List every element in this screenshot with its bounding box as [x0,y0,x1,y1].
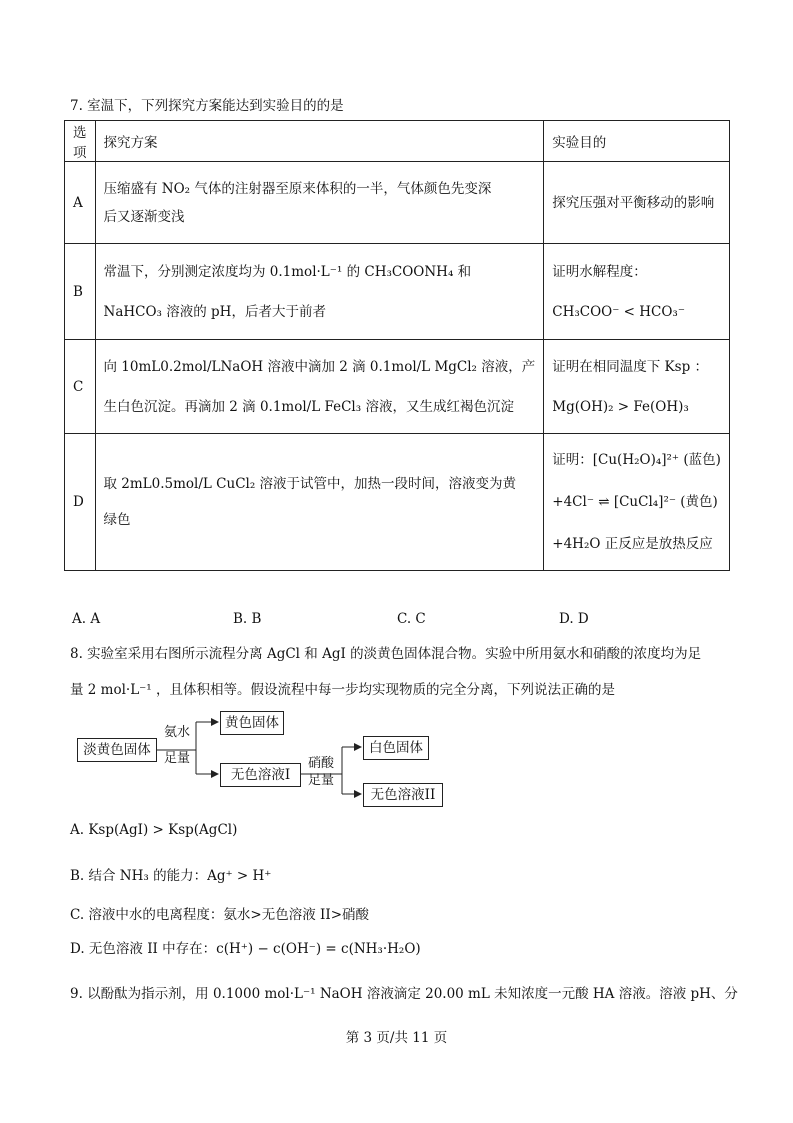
row-purpose [544,340,730,434]
header-scheme: 探究方案 [95,121,544,162]
row-purpose [544,244,730,340]
scheme-line: 生白色沉淀。再滴加 2 滴 0.1mol/L FeCl₃ 溶液，又生成红褐色沉淀 [103,398,514,415]
q7-table [64,120,730,571]
purpose-line: +4H₂O 正反应是放热反应 [552,536,713,552]
flow-solution1-box: 无色溶液I [220,763,301,787]
q7-option-c[interactable]: C. C [397,611,426,627]
row-scheme [95,434,544,571]
q8-choice-d[interactable]: D. 无色溶液 II 中存在：c(H⁺) − c(OH⁻) = c(NH₃·H₂O) [70,941,421,957]
row-scheme [95,340,544,434]
scheme-line: 取 2mL0.5mol/L CuCl₂ 溶液于试管中，加热一段时间，溶液变为黄 [103,476,517,492]
q7-option-a[interactable]: A. A [72,611,101,627]
purpose-line: 证明在相同温度下 Ksp ： [552,358,709,375]
row-option: A [65,162,96,244]
q7-option-d[interactable]: D. D [559,611,589,627]
row-option: C [65,340,96,434]
flow-yellow-solid-box: 黄色固体 [220,711,284,735]
purpose-line: +4Cl⁻ ⇌ [CuCl₄]²⁻ (黄色) [552,494,718,510]
header-option: 选项 [65,121,96,162]
purpose-line: CH₃COO⁻ < HCO₃⁻ [552,303,685,320]
flow-reagent2-top: 硝酸 [307,756,334,771]
flow-reagent1-top: 氨水 [163,725,190,740]
table-row-d [65,434,730,571]
q8-choice-c[interactable]: C. 溶液中水的电离程度：氨水>无色溶液 II>硝酸 [70,907,370,923]
scheme-line: 常温下，分别测定浓度均为 0.1mol·L⁻¹ 的 CH₃COONH₄ 和 [103,263,472,280]
flow-reagent2-bottom: 足量 [307,773,334,788]
row-purpose [544,434,730,571]
q7-stem: 7. 室温下，下列探究方案能达到实验目的的是 [70,98,344,114]
table-header-row [65,121,730,162]
row-purpose [544,162,730,244]
scheme-line: 向 10mL0.2mol/LNaOH 溶液中滴加 2 滴 0.1mol/L MgCl₂ 溶液，产 [103,358,536,375]
q8-stem-line2: 量 2 mol·L⁻¹ ，且体积相等。假设流程中每一步均实现物质的完全分离，下列说法正确的是 [70,682,616,698]
scheme-line: NaHCO₃ 溶液的 pH，后者大于前者 [103,303,326,320]
table-row-a [65,162,730,244]
q9-stem: 9. 以酚酞为指示剂，用 0.1000 mol·L⁻¹ NaOH 溶液滴定 20.00 mL 未知浓度一元酸 HA 溶液。溶液 pH、分 [70,986,738,1002]
purpose-line: 证明水解程度： [552,263,647,280]
row-scheme [95,244,544,340]
purpose-line: Mg(OH)₂ > Fe(OH)₃ [552,398,689,415]
row-scheme [95,162,544,244]
flow-start-box: 淡黄色固体 [77,738,157,762]
flow-reagent1-bottom: 足量 [163,751,190,766]
flow-solution2-box: 无色溶液II [363,783,443,807]
flow-white-solid-box: 白色固体 [363,736,429,760]
header-purpose: 实验目的 [544,121,730,162]
q7-option-b[interactable]: B. B [233,611,262,627]
table-row-b [65,244,730,340]
row-option: D [65,434,96,571]
q8-stem-line1: 8. 实验室采用右图所示流程分离 AgCl 和 AgI 的淡黄色固体混合物。实验中所用氨水和硝酸的浓度均为足 [70,646,702,662]
q8-choice-b[interactable]: B. 结合 NH₃ 的能力：Ag⁺ > H⁺ [70,868,272,884]
scheme-line: 绿色 [103,512,131,528]
purpose-line: 证明：[Cu(H₂O)₄]²⁺ (蓝色) [552,452,721,468]
q8-choice-a[interactable]: A. Ksp(AgI) > Ksp(AgCl) [70,822,238,838]
scheme-line: 后又逐渐变浅 [103,208,185,225]
table-row-c [65,340,730,434]
scheme-line: 压缩盛有 NO₂ 气体的注射器至原来体积的一半，气体颜色先变深 [103,180,492,197]
page-footer: 第 3 页/共 11 页 [345,1030,448,1046]
purpose-line: 探究压强对平衡移动的影响 [552,194,715,211]
row-option: B [65,244,96,340]
